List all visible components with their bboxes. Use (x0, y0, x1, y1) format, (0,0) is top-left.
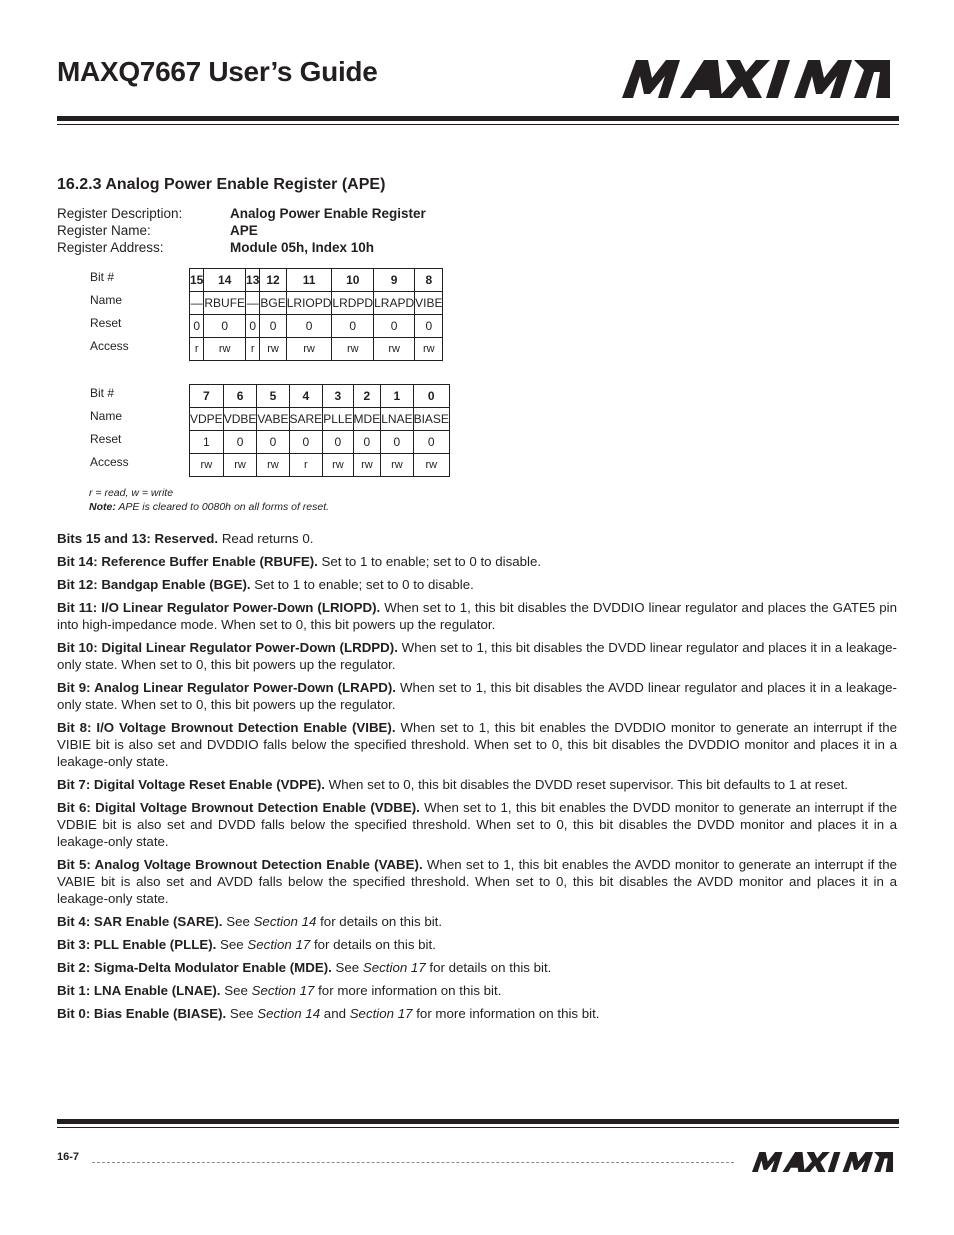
bit-description-text: When set to 1, this bit enables the DVDDIO monitor to generate an interrupt if the VIBIE bit is also set and DVDDIO falls below the specified threshold. When set to 0, this bit disables the DVDDIO monitor and places it in a leakage-only state. (57, 720, 897, 769)
bit-description (57, 679, 897, 713)
bit-description-title: Bit 11: I/O Linear Regulator Power-Down (LRIOPD). (57, 600, 381, 615)
bit-description (57, 576, 897, 593)
ref-pre: See (220, 983, 252, 998)
register-address-row (57, 239, 426, 256)
bit-name-cell: LRAPD (374, 292, 415, 315)
bit-description-title: Bit 1: LNA Enable (LNAE). (57, 983, 221, 998)
bit-description-title: Bits 15 and 13: Reserved. (57, 531, 219, 546)
section-reference: Section 17 (251, 983, 315, 998)
bit-reset-cell: 0 (353, 431, 381, 454)
row-labels (90, 384, 190, 476)
row-label-bit: Bit # (90, 386, 115, 400)
register-bit-table (189, 268, 443, 361)
bit-description-title: Bit 3: PLL Enable (PLLE). (57, 937, 217, 952)
bit-reset-cell: 0 (260, 315, 286, 338)
bit-description (57, 959, 897, 976)
register-name-row (57, 222, 426, 239)
bit-reset-row (190, 431, 450, 454)
bit-number-cell: 3 (323, 385, 353, 408)
bit-description-text: When set to 1, this bit enables the DVDD monitor to generate an interrupt if the VDBIE bit is also set and DVDD falls below the specified threshold. When set to 0, this bit disables the DVDD monitor and places it in a leakage-only state. (57, 800, 898, 849)
bit-number-cell: 15 (190, 269, 204, 292)
bit-name-row (190, 292, 443, 315)
bit-number-cell: 13 (246, 269, 260, 292)
bit-description-text: Set to 1 to enable; set to 0 to disable. (317, 554, 542, 569)
bit-access-cell: rw (223, 454, 257, 477)
bit-access-cell: rw (381, 454, 413, 477)
row-label-name: Name (90, 293, 123, 307)
bit-number-cell: 2 (353, 385, 381, 408)
bit-name-cell: VABE (257, 408, 289, 431)
bit-access-cell: r (246, 338, 260, 361)
row-label-bit: Bit # (90, 270, 115, 284)
ref-mid: and (320, 1006, 350, 1021)
bit-description-text: Set to 1 to enable; set to 0 to disable. (250, 577, 474, 592)
bit-reset-cell: 0 (374, 315, 415, 338)
bit-description (57, 856, 897, 907)
bit-reset-cell: 0 (223, 431, 257, 454)
bit-access-cell: rw (413, 454, 449, 477)
ref-post: for more information on this bit. (314, 983, 502, 998)
bit-number-cell: 1 (381, 385, 413, 408)
section-heading: 16.2.3 Analog Power Enable Register (APE) (57, 176, 386, 193)
page-number: 16-7 (57, 1151, 80, 1163)
footer-dashed-line (92, 1162, 734, 1163)
bit-number-cell: 6 (223, 385, 257, 408)
bit-reset-cell: 0 (190, 315, 204, 338)
bit-description (57, 1005, 897, 1022)
bit-description (57, 599, 897, 633)
bit-reset-cell: 0 (323, 431, 353, 454)
ref-post: for more information on this bit. (412, 1006, 600, 1021)
row-labels (90, 268, 190, 360)
bit-access-cell: rw (332, 338, 374, 361)
bit-name-cell: BIASE (413, 408, 449, 431)
ref-pre: See (331, 960, 363, 975)
bit-number-cell: 7 (190, 385, 224, 408)
bit-name-cell: SARE (289, 408, 323, 431)
bit-description-title: Bit 12: Bandgap Enable (BGE). (57, 577, 251, 592)
section-reference: Section 17 (362, 960, 426, 975)
footer-rule (57, 1119, 899, 1124)
bit-description-text: When set to 0, this bit disables the DVDD reset supervisor. This bit defaults to 1 at reset. (324, 777, 848, 792)
register-bit-table (189, 384, 450, 477)
bit-reset-cell: 0 (413, 431, 449, 454)
bit-number-cell: 8 (415, 269, 443, 292)
bit-description (57, 639, 897, 673)
bit-access-cell: rw (260, 338, 286, 361)
bit-number-cell: 9 (374, 269, 415, 292)
bit-description-title: Bit 8: I/O Voltage Brownout Detection Enable (VIBE). (57, 720, 396, 735)
bit-description (57, 553, 897, 570)
footer-rule-thin (57, 1127, 899, 1128)
bit-number-row (190, 385, 450, 408)
bit-description (57, 799, 897, 850)
register-description-value: Analog Power Enable Register (230, 206, 426, 221)
bit-description (57, 776, 897, 793)
bit-description (57, 936, 897, 953)
section-reference: Section 17 (349, 1006, 413, 1021)
bit-description-title: Bit 4: SAR Enable (SARE). (57, 914, 223, 929)
maxim-logo-footer (750, 1152, 895, 1172)
bit-reset-cell: 0 (415, 315, 443, 338)
register-address-label: Register Address: (57, 240, 164, 255)
bit-name-cell: LNAE (381, 408, 413, 431)
bit-description-title: Bit 2: Sigma-Delta Modulator Enable (MDE). (57, 960, 332, 975)
bit-description-title: Bit 14: Reference Buffer Enable (RBUFE). (57, 554, 318, 569)
bit-reset-cell: 0 (381, 431, 413, 454)
bit-description-text: When set to 1, this bit enables the AVDD monitor to generate an interrupt if the VABIE bit is also set and AVDD falls below the specified threshold. When set to 0, this bit disables the AVDD monitor and places it in a leakage-only state. (57, 857, 897, 906)
bit-descriptions (57, 530, 897, 1028)
register-address-value: Module 05h, Index 10h (230, 240, 375, 255)
ref-pre: See (226, 1006, 258, 1021)
bit-description-title: Bit 9: Analog Linear Regulator Power-Down (LRAPD). (57, 680, 396, 695)
register-description-row (57, 205, 426, 222)
bit-description-title: Bit 5: Analog Voltage Brownout Detection Enable (VABE). (57, 857, 423, 872)
bit-reset-cell: 0 (246, 315, 260, 338)
register-description-label: Register Description: (57, 206, 183, 221)
bit-description (57, 719, 897, 770)
bit-description-text: When set to 1, this bit disables the DVDD linear regulator and places it in a leakage-only state. When set to 0, this bit powers up the regulator. (57, 640, 897, 672)
ref-post: for details on this bit. (425, 960, 552, 975)
bit-name-cell: VDBE (223, 408, 257, 431)
bit-description-title: Bit 6: Digital Voltage Brownout Detection Enable (VDBE). (57, 800, 420, 815)
bit-name-cell: VDPE (190, 408, 224, 431)
ref-post: for details on this bit. (316, 914, 443, 929)
bit-description (57, 982, 897, 999)
bit-number-cell: 0 (413, 385, 449, 408)
maxim-logo (622, 60, 890, 98)
bit-reset-cell: 0 (257, 431, 289, 454)
row-label-name: Name (90, 409, 123, 423)
row-label-access: Access (90, 455, 129, 469)
bit-reset-cell: 0 (286, 315, 332, 338)
row-label-access: Access (90, 339, 129, 353)
bit-number-cell: 14 (204, 269, 246, 292)
bit-description (57, 913, 897, 930)
bit-number-cell: 12 (260, 269, 286, 292)
section-reference: Section 14 (257, 1006, 321, 1021)
bit-description-title: Bit 0: Bias Enable (BIASE). (57, 1006, 227, 1021)
bit-reset-cell: 1 (190, 431, 224, 454)
bit-name-row (190, 408, 450, 431)
bit-number-cell: 10 (332, 269, 374, 292)
page-title: MAXQ7667 User’s Guide (57, 56, 378, 87)
bit-access-cell: r (289, 454, 323, 477)
bit-number-cell: 4 (289, 385, 323, 408)
bit-description-text: When set to 1, this bit disables the DVDDIO linear regulator and places the GATE5 pin into high-impedance mode. When set to 0, this bit powers up the regulator. (57, 600, 897, 632)
bit-access-cell: r (190, 338, 204, 361)
bit-name-cell: RBUFE (204, 292, 246, 315)
bit-reset-row (190, 315, 443, 338)
bit-name-cell: LRDPD (332, 292, 374, 315)
bit-access-cell: rw (257, 454, 289, 477)
bit-access-cell: rw (204, 338, 246, 361)
ref-pre: See (216, 937, 248, 952)
section-reference: Section 14 (253, 914, 317, 929)
bit-description-title: Bit 7: Digital Voltage Reset Enable (VDPE). (57, 777, 325, 792)
bit-name-cell: VIBE (415, 292, 443, 315)
bit-name-cell: BGE (260, 292, 286, 315)
register-name-label: Register Name: (57, 223, 151, 238)
row-label-reset: Reset (90, 432, 122, 446)
header-rule (57, 116, 899, 121)
row-label-reset: Reset (90, 316, 122, 330)
note-text: APE is cleared to 0080h on all forms of reset. (115, 501, 330, 513)
reset-note (89, 500, 329, 514)
bit-description-title: Bit 10: Digital Linear Regulator Power-Down (LRDPD). (57, 640, 398, 655)
bit-name-cell: — (190, 292, 204, 315)
bit-access-row (190, 454, 450, 477)
bit-name-cell: PLLE (323, 408, 353, 431)
register-name-value: APE (230, 223, 258, 238)
bit-access-cell: rw (323, 454, 353, 477)
ref-pre: See (222, 914, 254, 929)
bit-access-cell: rw (190, 454, 224, 477)
bit-number-cell: 5 (257, 385, 289, 408)
register-info (57, 205, 426, 256)
header-rule-thin (57, 124, 899, 125)
section-reference: Section 17 (247, 937, 311, 952)
bit-reset-cell: 0 (332, 315, 374, 338)
access-legend: r = read, w = write (89, 487, 174, 499)
bit-access-cell: rw (286, 338, 332, 361)
bit-access-cell: rw (374, 338, 415, 361)
bit-name-cell: LRIOPD (286, 292, 332, 315)
bit-name-cell: — (246, 292, 260, 315)
bit-description-text: Read returns 0. (218, 531, 314, 546)
bit-number-cell: 11 (286, 269, 332, 292)
note-label: Note: (89, 501, 116, 513)
bit-description (57, 530, 897, 547)
bit-name-cell: MDE (353, 408, 381, 431)
bit-access-cell: rw (415, 338, 443, 361)
bit-reset-cell: 0 (204, 315, 246, 338)
table-notes (89, 486, 329, 514)
bit-number-row (190, 269, 443, 292)
bit-access-row (190, 338, 443, 361)
bit-description-text: When set to 1, this bit disables the AVDD linear regulator and places it in a leakage-only state. When set to 0, this bit powers up the regulator. (57, 680, 897, 712)
bit-access-cell: rw (353, 454, 381, 477)
ref-post: for details on this bit. (310, 937, 436, 952)
bit-reset-cell: 0 (289, 431, 323, 454)
